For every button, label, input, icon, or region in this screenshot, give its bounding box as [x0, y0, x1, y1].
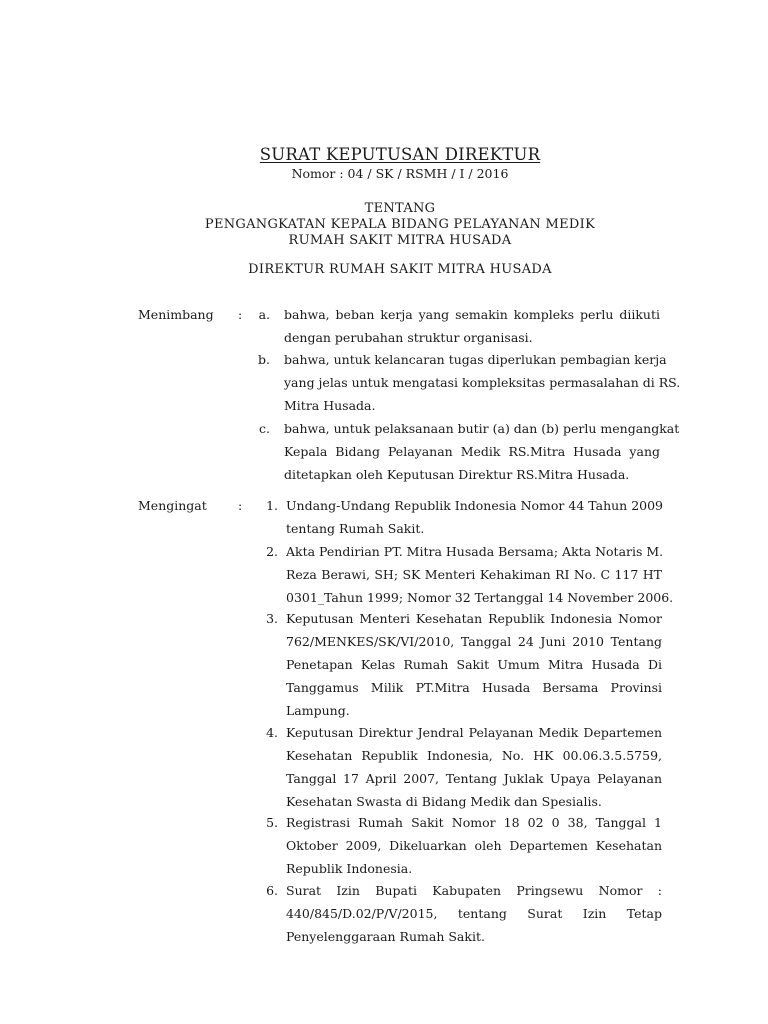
- text-line: 762/MENKES/SK/VI/2010, Tanggal 24 Juni 2010 Tentang: [286, 634, 662, 649]
- text-line: bahwa, beban kerja yang semakin kompleks perlu diikuti: [284, 307, 660, 322]
- text-line: ditetapkan oleh Keputusan Direktur RS.Mitra Husada.: [284, 467, 630, 482]
- text-line: Reza Berawi, SH; SK Menteri Kehakiman RI No. C 117 HT: [286, 567, 662, 582]
- text-line: Tanggal 17 April 2007, Tentang Juklak Upaya Pelayanan: [286, 771, 662, 786]
- list-marker: 6.: [266, 883, 278, 898]
- menimbang-label: Menimbang: [138, 307, 214, 322]
- issuer-heading: DIREKTUR RUMAH SAKIT MITRA HUSADA: [248, 262, 552, 277]
- text-line: Lampung.: [286, 703, 350, 718]
- list-marker: 5.: [266, 815, 278, 830]
- text-line: Kesehatan Republik Indonesia, No. HK 00.06.3.5.5759,: [286, 748, 662, 763]
- text-line: 0301_Tahun 1999; Nomor 32 Tertanggal 14 November 2006.: [286, 590, 674, 605]
- list-marker: c.: [259, 421, 270, 436]
- text-line: dengan perubahan struktur organisasi.: [284, 330, 533, 345]
- text-line: Keputusan Menteri Kesehatan Republik Indonesia Nomor: [286, 611, 662, 626]
- text-line: Oktober 2009, Dikeluarkan oleh Departemen Kesehatan: [286, 838, 662, 853]
- text-line: Keputusan Direktur Jendral Pelayanan Medik Departemen: [286, 725, 662, 740]
- text-line: Penetapan Kelas Rumah Sakit Umum Mitra Husada Di: [286, 657, 662, 672]
- text-line: Akta Pendirian PT. Mitra Husada Bersama; Akta Notaris M.: [286, 544, 664, 559]
- text-line: Tanggamus Milik PT.Mitra Husada Bersama Provinsi: [286, 680, 662, 695]
- subject-line-2: RUMAH SAKIT MITRA HUSADA: [288, 233, 512, 248]
- list-marker: 2.: [266, 544, 278, 559]
- text-line: Registrasi Rumah Sakit Nomor 18 02 0 38, Tanggal 1: [286, 815, 662, 830]
- mengingat-label: Mengingat: [138, 498, 207, 513]
- text-line: Penyelenggaraan Rumah Sakit.: [286, 929, 485, 944]
- mengingat-colon: :: [238, 498, 243, 513]
- text-line: Undang-Undang Republik Indonesia Nomor 44 Tahun 2009: [286, 498, 664, 513]
- list-marker: b.: [258, 352, 270, 367]
- text-line: tentang Rumah Sakit.: [286, 521, 425, 536]
- tentang-heading: TENTANG: [364, 201, 436, 216]
- list-marker: a.: [258, 307, 270, 322]
- text-line: bahwa, untuk pelaksanaan butir (a) dan (b) perlu mengangkat: [284, 421, 680, 436]
- list-marker: 3.: [266, 611, 278, 626]
- text-line: yang jelas untuk mengatasi kompleksitas permasalahan di RS.: [284, 375, 681, 390]
- text-line: bahwa, untuk kelancaran tugas diperlukan pembagian kerja: [284, 352, 667, 367]
- text-line: Kepala Bidang Pelayanan Medik RS.Mitra Husada yang: [284, 444, 660, 459]
- list-marker: 1.: [266, 498, 278, 513]
- document-number: Nomor : 04 / SK / RSMH / I / 2016: [291, 166, 509, 181]
- text-line: Kesehatan Swasta di Bidang Medik dan Spesialis.: [286, 794, 602, 809]
- text-line: 440/845/D.02/P/V/2015, tentang Surat Izin Tetap: [286, 906, 662, 921]
- text-line: Republik Indonesia.: [286, 861, 413, 876]
- text-line: Surat Izin Bupati Kabupaten Pringsewu Nomor :: [286, 883, 662, 898]
- subject-line-1: PENGANGKATAN KEPALA BIDANG PELAYANAN MEDIK: [204, 217, 596, 232]
- list-marker: 4.: [266, 725, 278, 740]
- menimbang-colon: :: [238, 307, 243, 322]
- text-line: Mitra Husada.: [284, 398, 376, 413]
- document-title: SURAT KEPUTUSAN DIREKTUR: [259, 145, 541, 164]
